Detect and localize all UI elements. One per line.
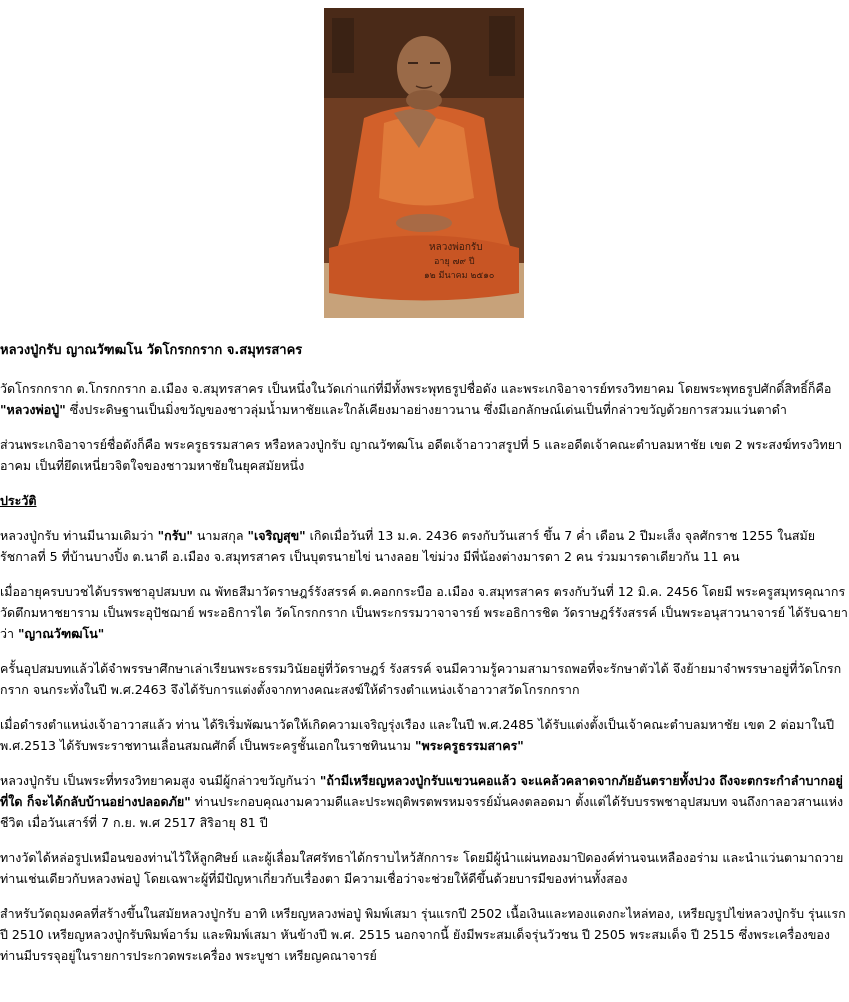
p1-text-c: ซึ่งประดิษฐานเป็นมิ่งขวัญของชาวลุ่มน้ำมหาชัยและใกล้เคียงมาอย่างยาวนาน ซึ่งมีเอกลักษณ์เด่นเป็นที่กล่าวขวัญด้วยการสวมแว่นตาดำ (65, 402, 787, 417)
p3-text-c: นามสกุล (192, 528, 248, 543)
article-title: หลวงปู่กรับ ญาณวัฑฒโน วัดโกรกกราก จ.สมุทรสาคร (0, 343, 303, 358)
paragraph-rank (0, 714, 849, 756)
paragraph-amulets: สำหรับวัตถุมงคลที่สร้างขึ้นในสมัยหลวงปู่กรับ อาทิ เหรียญหลวงพ่อปู่ พิมพ์เสมา รุ่นแรกปี 2502 เนื้อเงินและทองแดงกะไหล่ทอง, เหรียญรูปไข่หลวงปู่กรับ รุ่นแรก ปี 2510 เหรียญหลวงปู่กรับพิมพ์อาร์ม และพิมพ์เสมา หันข้างปี พ.ศ. 2515 นอกจากนี้ ยังมีพระสมเด็จรุ่นวัวชน ปี 2505 พระสมเด็จ ปี 2515 ซึ่งพระเครื่องของท่านมีบรรจุอยู่ในรายการประกวดพระเครื่อง พระบูชา เหรียญคณาจารย์ (0, 906, 846, 963)
p1-text-a: วัดโกรกกราก ต.โกรกกราก อ.เมือง จ.สมุทรสาคร เป็นหนึ่งในวัดเก่าแก่ที่มีทั้งพระพุทธรูปชื่อดัง และพระเกจิอาจารย์ทรงวิทยาคม โดยพระพุทธรูปศักดิ์สิทธิ์ก็คือ (0, 381, 832, 396)
paragraph-birth (0, 525, 849, 567)
p6-bold-title: "พระครูธรรมสาคร" (415, 738, 524, 753)
p6-text-a: เมื่อดำรงตำแหน่งเจ้าอาวาสแล้ว ท่าน ได้ริเริ่มพัฒนาวัดให้เกิดความเจริญรุ่งเรือง และในปี พ.ศ.2485 ได้รับแต่งตั้งเป็นเจ้าคณะตำบลมหาชัย เขต 2 ต่อมาในปี พ.ศ.2513 ได้รับพระราชทานเลื่อนสมณศักดิ์ เป็นพระครูชั้นเอกในราชทินนาม (0, 717, 835, 753)
p1-bold-luangphopu: "หลวงพ่อปู่" (0, 402, 66, 417)
p3-text-e: เกิดเมื่อวันที่ 13 ม.ค. 2436 ตรงกับวันเสาร์ ขึ้น 7 ค่ำ เดือน 2 ปีมะเส็ง จุลศักราช 1255 ในสมัยรัชกาลที่ 5 ที่บ้านบางปิ้ง ต.นาดี อ.เมือง จ.สมุทรสาคร เป็นบุตรนายไข่ นางลอย ไข่ม่วง มีพี่น้องต่างมารดา 2 คน ร่วมมารดาเดียวกัน 11 คน (0, 528, 816, 564)
article-body (0, 340, 849, 966)
photo-caption-1: หลวงพ่อกรับ (429, 242, 483, 253)
p3-bold-surname: "เจริญสุข" (247, 528, 306, 543)
p7-text-c: ท่านประกอบคุณงามความดีและประพฤติพรตพรหมจรรย์มั่นคงตลอดมา ตั้งแต่ได้รับบรรพชาอุปสมบท จนถึงกาลอวสานแห่งชีวิต เมื่อวันเสาร์ที่ 7 ก.ย. พ.ศ 2517 สิริอายุ 81 ปี (0, 794, 844, 830)
p7-text-a: หลวงปู่กรับ เป็นพระที่ทรงวิทยาคมสูง จนมีผู้กล่าวขวัญกันว่า (0, 773, 320, 788)
p3-text-a: หลวงปู่กรับ ท่านมีนามเดิมว่า (0, 528, 158, 543)
p4-text-a: เมื่ออายุครบบวชได้บรรพชาอุปสมบท ณ พัทธสีมาวัดราษฎร์รังสรรค์ ต.คอกกระบือ อ.เมือง จ.สมุทรสาคร ตรงกับวันที่ 12 มิ.ค. 2456 โดยมี พระครูสมุทรคุณากร วัดตึกมหาชยาราม เป็นพระอุปัชฌาย์ พระอธิการไต วัดโกรกกราก เป็นพระกรรมวาจาจารย์ พระอธิการชิต วัดราษฎร์รังสรรค์ เป็นพระอนุสาวนาจารย์ ได้รับฉายาว่า (0, 584, 848, 641)
paragraph-abbot: ครั้นอุปสมบทแล้วได้จำพรรษาศึกษาเล่าเรียนพระธรรมวินัยอยู่ที่วัดราษฎร์ รังสรรค์ จนมีความรู้ความสามารถพอที่จะรักษาตัวได้ จึงย้ายมาจำพรรษาอยู่ที่วัดโกรกกราก จนกระทั่งในปี พ.ศ.2463 จึงได้รับการแต่งตั้งจากทางคณะสงฆ์ให้ดำรงตำแหน่งเจ้าอาวาสวัดโกรกกราก (0, 661, 842, 697)
photo-caption-2: อายุ ๗๙ ปี (434, 257, 475, 267)
p3-bold-name: "กรับ" (157, 528, 193, 543)
paragraph-reputation (0, 770, 849, 833)
photo-caption-3: ๑๒ มีนาคม ๒๕๑๐ (424, 271, 495, 281)
p7-bold-quote: "ถ้ามีเหรียญหลวงปู่กรับแขวนคอแล้ว จะแคล้วคลาดจากภัยอันตรายทั้งปวง ถึงจะตกระกำลำบากอยู่ที่ใด ก็จะได้กลับบ้านอย่างปลอดภัย" (0, 773, 843, 809)
p4-bold-monk-name: "ญาณวัฑฒโน" (18, 626, 105, 641)
monk-portrait-photo (324, 8, 524, 318)
paragraph-ordination (0, 581, 849, 644)
history-heading: ประวัติ (0, 493, 37, 508)
paragraph-statue: ทางวัดได้หล่อรูปเหมือนของท่านไว้ให้ลูกศิษย์ และผู้เลื่อมใสศรัทธาได้กราบไหว้สักการะ โดยมีผู้นำแผ่นทองมาปิดองค์ท่านจนเหลืองอร่าม และนำแว่นตามาถวายท่านเช่นเดียวกับหลวงพ่อปู่ โดยเฉพาะผู้ที่มีปัญหาเกี่ยวกับเรื่องตา มีความเชื่อว่าจะช่วยให้ดีขึ้นด้วยบารมีของท่านทั้งสอง (0, 850, 844, 886)
paragraph-intro (0, 378, 849, 420)
paragraph-guru: ส่วนพระเกจิอาจารย์ชื่อดังก็คือ พระครูธรรมสาคร หรือหลวงปู่กรับ ญาณวัฑฒโน อดีตเจ้าอาวาสรูปที่ 5 และอดีตเจ้าคณะตำบลมหาชัย เขต 2 พระสงฆ์ทรงวิทยาอาคม เป็นที่ยึดเหนี่ยวจิตใจของชาวมหาชัยในยุคสมัยหนึ่ง (0, 437, 843, 473)
monk-portrait-illustration (324, 8, 524, 318)
